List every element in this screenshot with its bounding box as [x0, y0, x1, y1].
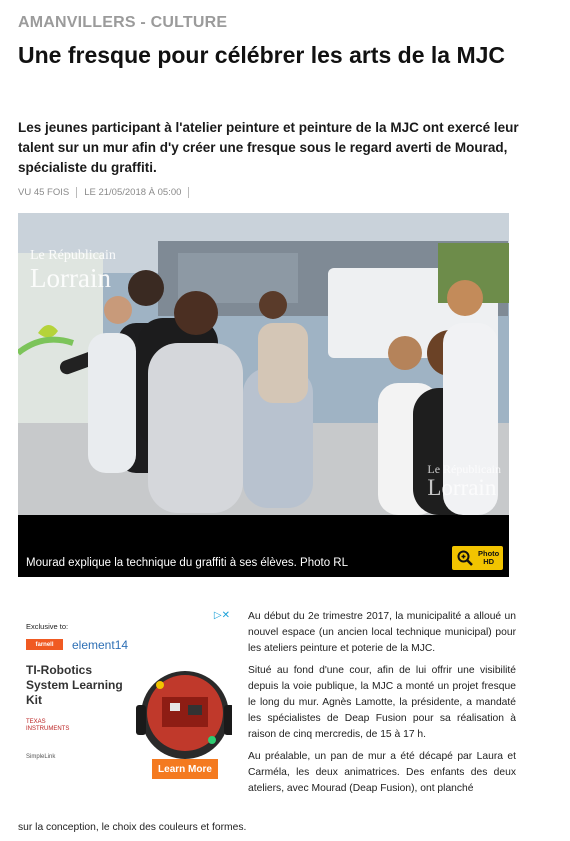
element14-logo: element14: [72, 638, 129, 652]
ti-logo-line2: INSTRUMENTS: [26, 726, 70, 732]
simplelink-logo: SimpleLink: [26, 754, 56, 760]
watermark-line1: Le Républicain: [30, 248, 116, 263]
advertisement[interactable]: [18, 609, 232, 797]
ti-logo-line1: TEXAS: [26, 719, 46, 725]
article-kicker: AMANVILLERS - CULTURE: [18, 14, 228, 31]
farnell-logo: farnell: [26, 639, 63, 650]
paragraph-tail: sur la conception, le choix des couleurs et formes.: [18, 822, 247, 833]
article-headline: Une fresque pour célébrer les arts de la MJC: [18, 42, 506, 68]
article-body: [248, 609, 516, 802]
photo-watermark-bottom: [427, 463, 501, 499]
hd-label: [478, 550, 499, 566]
article-meta: [18, 187, 196, 198]
learn-more-button[interactable]: Learn More: [152, 759, 218, 779]
zoom-icon: [456, 549, 474, 567]
publish-date: LE 21/05/2018 À 05:00: [84, 187, 182, 198]
article-lede: Les jeunes participant à l'atelier peinture et peinture de la MJC ont exercé leur talent sur un mur afin d'y créer une fresque sous le regard averti de Mourad, spécialiste du graffiti.: [18, 120, 519, 175]
photo-hd-button[interactable]: [452, 546, 503, 570]
photo-watermark-top: [30, 249, 116, 292]
watermark-line1: Le Républicain: [427, 462, 501, 476]
photo-caption: Mourad explique la technique du graffiti à ses élèves. Photo RL: [26, 557, 348, 569]
hd-label-line2: HD: [483, 557, 495, 566]
ad-title: TI-Robotics System Learning Kit: [26, 663, 123, 707]
ad-choices-icon[interactable]: ▷✕: [213, 610, 230, 621]
paragraph: Au début du 2e trimestre 2017, la municipalité a alloué un nouvel espace (un ancien local technique municipal) pour les ateliers peinture et poterie de la MJC.: [248, 611, 516, 655]
hd-label-line1: Photo: [478, 549, 500, 558]
watermark-line2: Lorrain: [30, 263, 111, 293]
ti-logo: [26, 719, 69, 733]
view-count: VU 45 FOIS: [18, 187, 70, 198]
ad-exclusive-label: Exclusive to:: [26, 622, 69, 631]
paragraph: Au préalable, un pan de mur a été décapé par Laura et Carméla, les deux animatrices. Des enfants des deux ateliers, avec Mourad (Deap Fusion), ont planché: [248, 750, 516, 795]
watermark-line2: Lorrain: [427, 475, 497, 500]
article-photo-block: [18, 213, 509, 577]
meta-divider: [76, 187, 77, 198]
meta-divider: [188, 187, 189, 198]
article-photo[interactable]: [18, 213, 509, 515]
paragraph: Situé au fond d'une cour, afin de lui offrir une visibilité depuis la voie publique, la MJC a monté un projet fresque le long du mur. Agnès Lamotte, la présidente, a mandaté les spécialistes de Deap Fusion pour sa réalisation à raison de cinq mercredis, de 15 à 17 h.: [248, 664, 516, 741]
